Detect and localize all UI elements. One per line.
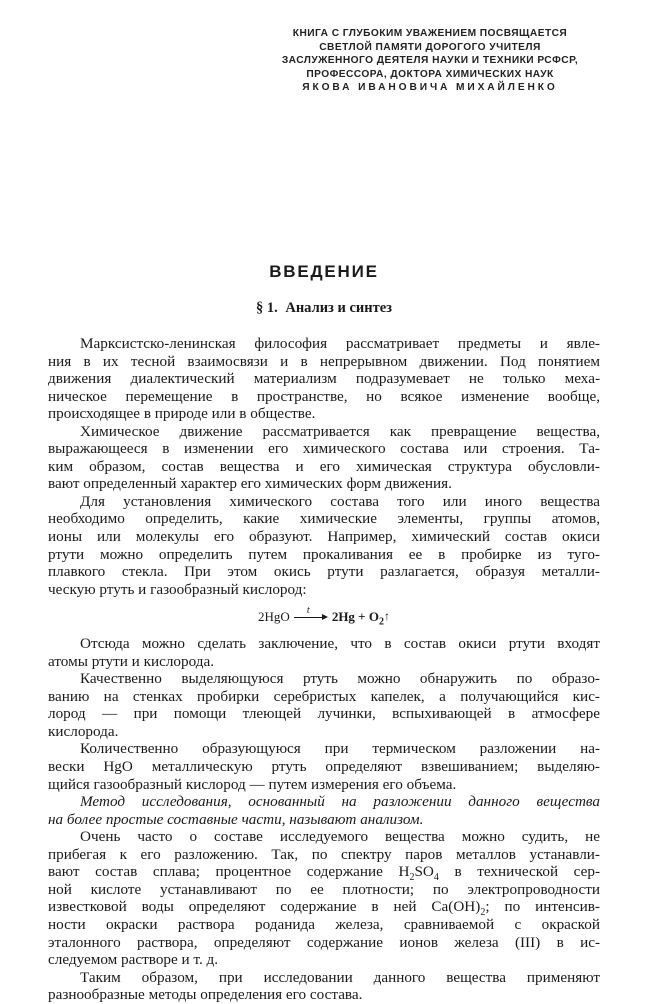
text-line: Качественно выделяющуюся ртуть можно обнаружить по образо- (80, 670, 600, 688)
dedication-line: ПРОФЕССОРА, ДОКТОРА ХИМИЧЕСКИХ НАУК (306, 68, 554, 80)
text-line: движения диалектический материализм подразумевает не только меха- (48, 370, 600, 388)
text-line: прибегая к его разложению. Так, по спектру паров металлов устанавли- (48, 845, 600, 863)
text-line: Таким образом, при исследовании данного вещества применяют (80, 968, 600, 986)
text-line: ческую ртуть и газообразный кислород: (48, 580, 307, 598)
text-line: Марксистско-ленинская философия рассматривает предметы и явле- (80, 335, 600, 352)
dedication-line: ЯКОВА ИВАНОВИЧА МИХАЙЛЕНКО (302, 82, 558, 94)
equation-reactant: 2HgO (258, 608, 290, 624)
text-line: ной кислоте устанавливают по ее плотности; по электропроводности (48, 880, 600, 898)
text-line: вески HgO металлическую ртуть определяют взвешиванием; выделяю- (48, 758, 600, 776)
text-line: Отсюда можно сделать заключение, что в состав окиси ртути входят (80, 635, 600, 653)
text-line: ванию на стенках пробирки серебристых капелек, а получающийся кис- (48, 687, 600, 705)
text-line: разнообразные методы определения его состава. (48, 986, 363, 1004)
paragraph (48, 828, 600, 968)
text-line: вают состав сплава; процентное содержание $H_2SO_4$ в технической сер- (48, 863, 601, 884)
definition-paragraph (48, 793, 600, 828)
dedication-line: КНИГА С ГЛУБОКИМ УВАЖЕНИЕМ ПОСВЯЩАЕТСЯ (292, 28, 568, 39)
text-line: лород — при помощи тлеющей лучинки, вспыхивающей в атмосфере (48, 705, 600, 723)
paragraph (48, 423, 600, 493)
text-line: Очень часто о составе исследуемого вещества можно судить, не (80, 828, 600, 846)
dedication-line: СВЕТЛОЙ ПАМЯТИ ДОРОГОГО УЧИТЕЛЯ (319, 41, 541, 53)
equation-product: $2Hg + O_2$ (331, 608, 384, 628)
paragraph (48, 335, 600, 423)
dedication (240, 27, 620, 95)
text-line: Количественно образующуюся при термическом разложении на- (80, 740, 600, 758)
text-line: ким образом, состав вещества и его химическая структура обусловли- (48, 457, 600, 475)
text-line: ртути можно определить путем прокаливания ее в пробирке из туго- (48, 545, 600, 563)
text-line: ности окраски раствора роданида железа, сравниваемой с окраской (48, 915, 600, 933)
body-text (48, 335, 600, 1004)
paragraph (48, 493, 600, 598)
text-line: атомы ртути и кислорода. (48, 652, 215, 670)
arrow-condition: t (306, 604, 310, 616)
text-line: щийся газообразный кислород — путем измерения его объема. (48, 775, 457, 793)
text-line: ионы или молекулы его образуют. Например, химический состав окиси (48, 528, 600, 546)
text-line: Химическое движение рассматривается как превращение вещества, (80, 422, 600, 440)
text-line: вают определенный характер его химических форм движения. (48, 475, 452, 493)
text-line: происходящее в природе или в обществе. (48, 405, 316, 423)
text-line: плавкого стекла. При этом окись ртути разлагается, образуя металли- (48, 563, 600, 581)
paragraph (48, 635, 600, 670)
reaction-equation (48, 598, 600, 635)
paragraph (48, 740, 600, 793)
section-title: Анализ и синтез (285, 300, 393, 316)
paragraph (48, 969, 600, 1004)
text-line: эталонного раствора, определяют содержание ионов железа (III) в ис- (48, 933, 600, 951)
reaction-arrow-icon (294, 604, 328, 623)
section-heading (0, 300, 648, 317)
text-line: ния в их тесной взаимосвязи и в непрерывном движении. Под понятием (48, 352, 600, 370)
text-line: на более простые составные части, называют анализом. (48, 810, 424, 828)
text-line: следуемом растворе и т. д. (48, 951, 219, 969)
text-line: известковой воды определяют содержание в ней $Ca(OH)_2$; по интенсив- (48, 898, 600, 919)
gas-evolution-arrow-icon: ↑ (383, 608, 390, 623)
text-line: выражающееся в изменении его химического состава или строения. Та- (48, 440, 600, 458)
chapter-title: ВВЕДЕНИЕ (269, 262, 379, 281)
text-line: Метод исследования, основанный на разложении данного вещества (80, 793, 600, 811)
paragraph (48, 670, 600, 740)
text-line: ническое перемещение в пространстве, но всякое изменение вообще, (48, 387, 600, 405)
text-line: Для установления химического состава того или иного вещества (80, 492, 600, 510)
text-line: кислорода. (48, 722, 119, 740)
text-line: необходимо определить, какие химические элементы, группы атомов, (48, 510, 600, 528)
dedication-line: ЗАСЛУЖЕННОГО ДЕЯТЕЛЯ НАУКИ И ТЕХНИКИ РСФСР, (281, 55, 579, 67)
section-number: § 1. (255, 300, 278, 316)
